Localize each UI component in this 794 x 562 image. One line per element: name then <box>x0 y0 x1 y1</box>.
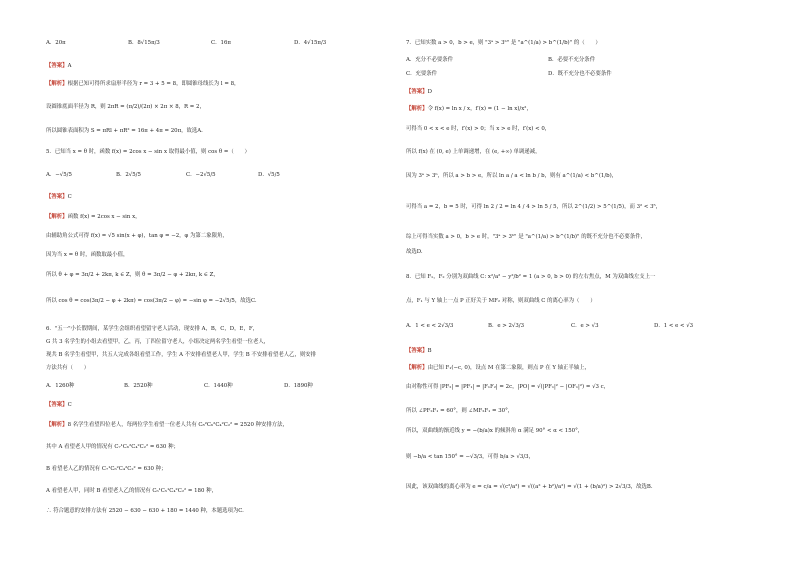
analysis-tag: 【解析】 <box>46 81 68 87</box>
q7-analysis-line-2: 可得当 0 < x < e 时，f′(x) > 0；当 x > e 时，f′(x) < 0， <box>406 126 551 132</box>
q5-analysis-line-2: 由辅助角公式可得 f(x) = √5 sin(x + φ)，tan φ = −2，φ 为第二象限角， <box>46 233 228 239</box>
q6-option-d: D．1890种 <box>284 383 313 389</box>
qprev-analysis-line-1 <box>46 81 239 88</box>
qprev-option-d: D．4√15π/3 <box>294 40 327 46</box>
q6-option-c: C．1440种 <box>204 383 233 389</box>
q7-analysis-line-6: 综上可得当实数 a > 0，b > e 时，"3ᵃ > 3ᵇ" 是 "a^(1/a) > b^(1/b)" 的既不充分也不必要条件， <box>406 234 646 240</box>
q6-stem-line-2: G 共 3 名学生的小组去看望甲，乙，丙，丁四位留守老人，小组决定两名学生看望一位老人， <box>46 339 270 345</box>
qprev-answer-line <box>46 63 71 70</box>
q7-option-d: D．既不充分也不必要条件 <box>548 71 612 77</box>
q7-option-b: B．必要不充分条件 <box>548 57 596 63</box>
q8-analysis-line-3: 所以 ∠PF₂F₁ = 60°，则 ∠MF₂F₁ = 30°， <box>406 408 514 414</box>
qprev-analysis-line-3: 所以圆锥表面积为 S = πRl + πR² = 16π + 4π = 20π，故选A. <box>46 128 203 134</box>
q8-analysis-line-2: 由对称性可得 |PF₂| = |PF₁| = |F₁F₂| = 2c，|PO| = √(|PF₁|² − |OF₁|²) = √3 c， <box>406 384 610 390</box>
q8-analysis-line-1 <box>406 365 590 372</box>
answer-tag: 【答案】 <box>46 194 68 200</box>
q8-stem-line-2: 点，F₁ 与 Y 轴上一点 P 正好关于 MF₂ 对称，则双曲线 C 的离心率为（ ） <box>406 298 596 304</box>
q5-option-d: D．√5/5 <box>258 172 280 178</box>
q5-answer-line <box>46 194 72 201</box>
q5-option-b: B．2√5/5 <box>116 172 141 178</box>
q6-analysis-line-2: 其中 A 看望老人甲的情况有 C₇¹C₆²C₄²C₂² = 630 种； <box>46 444 179 450</box>
analysis-tag: 【解析】 <box>406 365 428 371</box>
qprev-option-c: C．16π <box>211 40 231 46</box>
q6-stem-line-3: 现共 B 名学生看望甲，共五人完成各组看望工作，学生 A 不安排看望老人甲，学生 B 不安排看望老人乙，则安排 <box>46 352 317 358</box>
q7-analysis-line-3: 所以 f(x) 在 (0, e) 上单调递增，在 (e, +∞) 单调递减， <box>406 149 541 155</box>
q5-analysis-line-4: 所以 θ + φ = 3π/2 + 2kπ, k ∈ Z，则 θ = 3π/2 − φ + 2kπ, k ∈ Z， <box>46 272 219 278</box>
q6-analysis-line-4: A 看望老人甲，同时 B 看望老人乙的情况有 C₆¹C₅¹C₄²C₂² = 180 种， <box>46 488 217 494</box>
q5-analysis-line-1 <box>46 214 141 221</box>
analysis-text: 8 名学生看望四位老人，每两位学生看望一位老人共有 C₈²C₆²C₄²C₂² = 2520 种安排方法， <box>67 422 288 428</box>
q5-option-c: C．−2√5/5 <box>186 172 216 178</box>
q6-stem-line-4: 方法共有（ ） <box>46 365 90 371</box>
q6-option-a: A．1260种 <box>46 383 75 389</box>
q5-option-a: A．−√5/5 <box>46 172 72 178</box>
q5-stem: 5．已知当 x = θ 时，函数 f(x) = 2cos x − sin x 取得最小值，则 cos θ =（ ） <box>46 149 250 155</box>
q7-option-c: C．充要条件 <box>406 71 438 77</box>
q8-analysis-line-4: 所以，双曲线的渐近线 y = −(b/a)x 的倾斜角 α 满足 90° < α < 150°， <box>406 428 584 434</box>
q6-analysis-line-3: B 看望老人乙的情况有 C₇¹C₆²C₄²C₂² = 630 种； <box>46 466 167 472</box>
q7-analysis-line-4: 因为 3ᵃ > 3ᵇ，所以 a > b > e，所以 ln a / a < ln b / b，则有 a^(1/a) < b^(1/b)， <box>406 173 618 179</box>
q6-option-b: B．2520种 <box>124 383 153 389</box>
analysis-tag: 【解析】 <box>46 422 68 428</box>
analysis-text: 由已知 F₁(−c, 0)，设点 M 在第二象限，则点 P 在 Y 轴正半轴上， <box>427 365 590 371</box>
q8-answer-line <box>406 348 432 355</box>
q6-analysis-line-5: ∴ 符合题意的安排方法有 2520 − 630 − 630 + 180 = 1440 种，本题选项为C. <box>46 508 244 514</box>
answer-value: C <box>67 194 72 200</box>
q7-analysis-line-1 <box>406 106 532 113</box>
answer-value: C <box>67 402 72 408</box>
q8-option-a: A．1 < e < 2√3/3 <box>406 323 454 329</box>
answer-tag: 【答案】 <box>46 402 68 408</box>
answer-value: B <box>427 348 432 354</box>
qprev-option-a: A．20π <box>46 40 66 46</box>
q7-option-a: A．充分不必要条件 <box>406 57 454 63</box>
q7-analysis-line-7: 故选D. <box>406 249 423 255</box>
q8-stem-line-1: 8．已知 F₁，F₂ 分别为双曲线 C: x²/a² − y²/b² = 1 (a > 0, b > 0) 的左右焦点，M 为双曲线左支上一 <box>406 274 656 280</box>
q5-analysis-line-5: 所以 cos θ = cos(3π/2 − φ + 2kπ) = cos(3π/2 − φ) = −sin φ = −2√5/5，故选C. <box>46 298 257 304</box>
q8-analysis-line-6: 因此，该双曲线的离心率为 e = c/a = √(c²/a²) = √((a² + b²)/a²) = √(1 + (b/a)²) > 2√3/3，故选B. <box>406 484 653 490</box>
qprev-option-b: B．8√15π/3 <box>128 40 160 46</box>
analysis-text: 函数 f(x) = 2cos x − sin x， <box>67 214 141 220</box>
analysis-text: 令 f(x) = ln x / x，f′(x) = (1 − ln x)/x²， <box>427 106 532 112</box>
q5-analysis-line-3: 因为当 x = θ 时，函数取最小值， <box>46 252 129 258</box>
q8-option-d: D．1 < e < √3 <box>654 323 694 329</box>
q7-stem: 7．已知实数 a > 0，b > e，则 "3ᵃ > 3ᵇ" 是 "a^(1/a) > b^(1/b)" 的（ ） <box>406 40 601 46</box>
answer-tag: 【答案】 <box>406 89 428 95</box>
q6-answer-line <box>46 402 72 409</box>
q8-option-c: C．e > √3 <box>571 323 599 329</box>
q8-option-b: B．e > 2√3/3 <box>488 323 525 329</box>
q7-analysis-line-5: 可得当 a = 2，b = 5 时，可得 ln 2 / 2 = ln 4 / 4 > ln 5 / 5，所以 2^(1/2) > 5^(1/5)，而 3² < 3⁵， <box>406 204 662 210</box>
answer-tag: 【答案】 <box>406 348 428 354</box>
q8-analysis-line-5: 则 −b/a < tan 150° = −√3/3，可得 b/a > √3/3， <box>406 454 534 460</box>
q6-stem-line-1: 6．"五一"小长假期间，某学生会组织看望留守老人活动，现安排 A，B，C，D，E，F， <box>46 326 258 332</box>
answer-tag: 【答案】 <box>46 63 68 69</box>
qprev-analysis-line-2: 设圆锥底面半径为 R，则 2πR = (π/2)/(2π) × 2π × 8，R = 2， <box>46 104 205 110</box>
analysis-tag: 【解析】 <box>46 214 68 220</box>
q6-analysis-line-1 <box>46 422 288 429</box>
answer-value: D <box>427 89 432 95</box>
analysis-tag: 【解析】 <box>406 106 428 112</box>
answer-value: A <box>67 63 72 69</box>
q7-answer-line <box>406 89 432 96</box>
analysis-text: 根据已知可得所求扇形半径为 r = 3 + 5 = 8，即圆锥母线长为 l = 8， <box>67 81 240 87</box>
